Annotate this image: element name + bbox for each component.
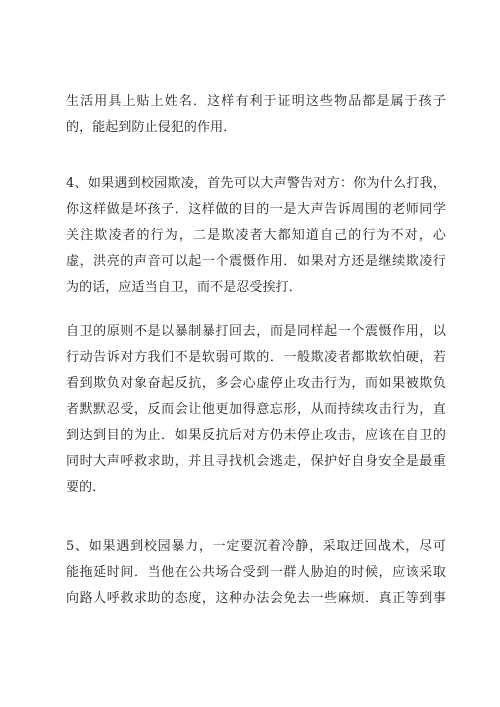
paragraph-line: 虚，洪亮的声音可以起一个震慑作用．如果对方还是继续欺凌行	[66, 254, 446, 269]
paragraph-line: 的，能起到防止侵犯的作用．	[66, 120, 237, 135]
paragraph-line: 自卫的原则不是以暴制暴打回去，而是同样起一个震慑作用，以	[66, 324, 446, 339]
paragraph-line: 行动告诉对方我们不是软弱可欺的．一般欺凌者都欺软怕硬，若	[66, 350, 446, 365]
paragraph-line: 5、如果遇到校园暴力，一定要沉着冷静，采取迂回战术，尽可	[66, 539, 446, 554]
paragraph-line: 向路人呼救求助的态度，这种办法会免去一些麻烦．真正等到事	[66, 591, 446, 606]
paragraph-line: 为的话，应适当自卫，而不是忍受挨打．	[66, 280, 302, 295]
paragraph-line: 关注欺凌者的行为，二是欺凌者大都知道自己的行为不对，心	[66, 228, 446, 243]
paragraph-line: 者默默忍受，反而会让他更加得意忘形，从而持续攻击行为，直	[66, 402, 446, 417]
paragraph-line: 要的．	[66, 480, 106, 495]
paragraph-line: 看到欺负对象奋起反抗，多会心虚停止攻击行为，而如果被欺负	[66, 376, 446, 391]
paragraph-line: 到达到目的为止．如果反抗后对方仍未停止攻击，应该在自卫的	[66, 428, 446, 443]
paragraph-1	[66, 89, 446, 141]
paragraph-line: 你这样做是坏孩子．这样做的目的一是大声告诉周围的老师同学	[66, 202, 446, 217]
paragraph-3	[66, 319, 446, 501]
paragraph-2	[66, 171, 446, 301]
paragraph-4	[66, 534, 446, 612]
paragraph-line: 能拖延时间．当他在公共场合受到一群人胁迫的时候，应该采取	[66, 565, 446, 580]
paragraph-line: 生活用具上贴上姓名．这样有利于证明这些物品都是属于孩子	[66, 94, 446, 109]
paragraph-line: 4、如果遇到校园欺凌，首先可以大声警告对方：你为什么打我，	[66, 176, 446, 191]
paragraph-line: 同时大声呼救求助，并且寻找机会逃走，保护好自身安全是最重	[66, 454, 446, 469]
